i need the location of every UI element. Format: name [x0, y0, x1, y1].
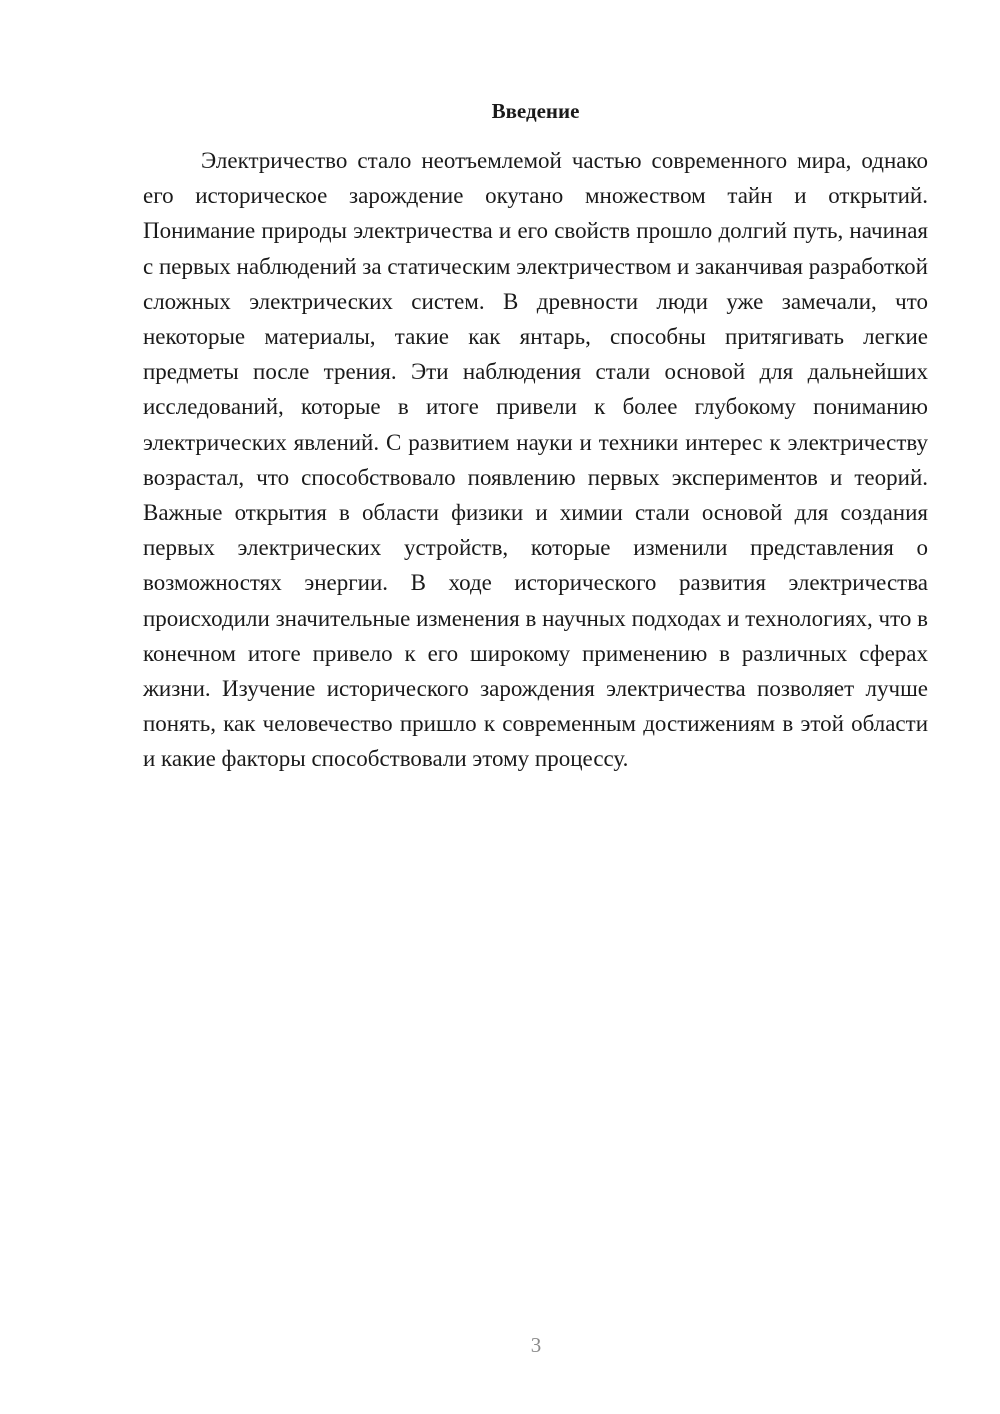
body-paragraph: Электричество стало неотъемлемой частью современного мира, однако его историческое зарождение окутано множеством тайн и открытий. Понимание природы электричества и его свойств прошло долгий путь, начиная с первых наблюдений за статическим электричеством и заканчивая разработкой сложных электрических систем. В древности люди уже замечали, что некоторые материалы, такие как янтарь, способны притягивать легкие предметы после трения. Эти наблюдения стали основой для дальнейших исследований, которые в итоге привели к более глубокому пониманию электрических явлений. С развитием науки и техники интерес к электричеству возрастал, что способствовало появлению первых экспериментов и теорий. Важные открытия в области физики и химии стали основой для создания первых электрических устройств, которые изменили представления о возможностях энергии. В ходе исторического развития электричества происходили значительные изменения в научных подходах и технологиях, что в конечном итоге привело к его широкому применению в различных сферах жизни. Изучение исторического зарождения электричества позволяет лучше понять, как человечество пришло к современным достижениям в этой области и какие факторы способствовали этому процессу.	[143, 148, 928, 772]
page-number: 3	[530, 1333, 542, 1357]
section-heading: Введение	[491, 99, 580, 123]
